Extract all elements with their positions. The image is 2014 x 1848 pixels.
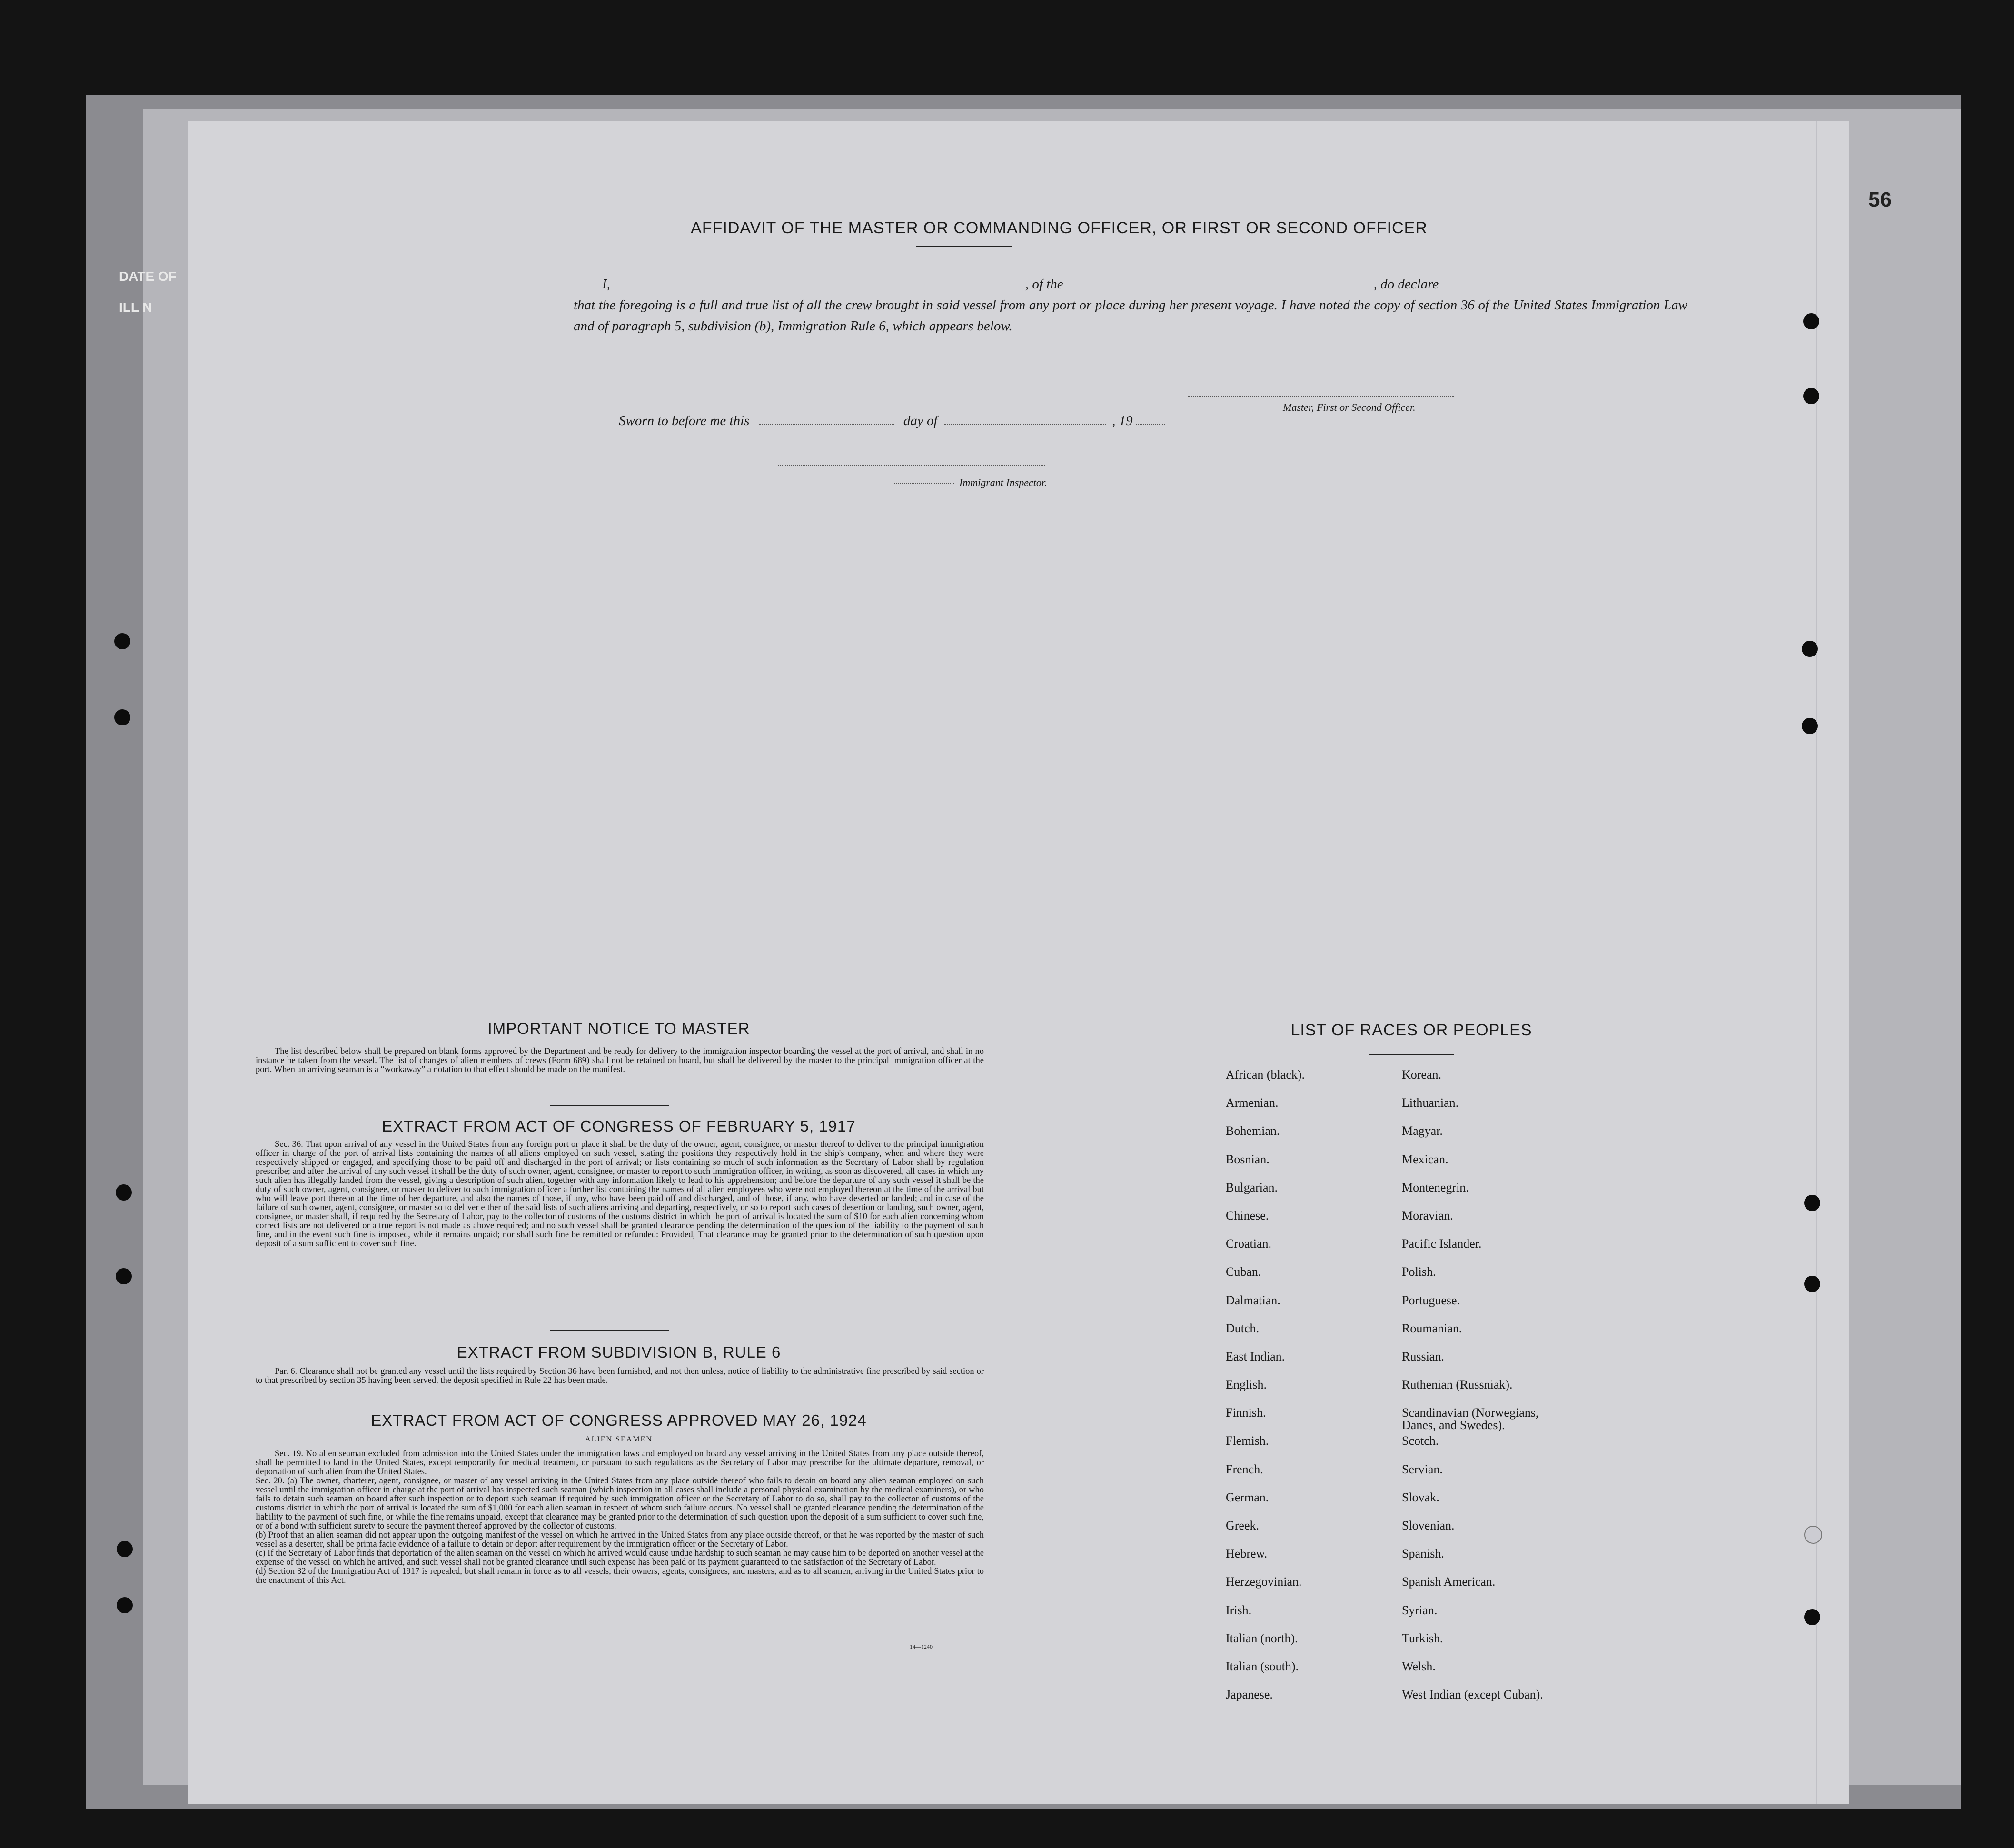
title-underline [916,246,1012,247]
race-item: Portuguese. [1402,1293,1460,1307]
extract-1917-title: EXTRACT FROM ACT OF CONGRESS OF FEBRUARY 5, 1917 [382,1117,856,1135]
race-item: Korean. [1402,1068,1442,1082]
sworn-line [619,413,1165,429]
race-item: Cuban. [1226,1265,1261,1279]
stamp-line-1: DATE OF [119,269,177,284]
race-item: German. [1226,1490,1269,1504]
races-underline [1369,1054,1454,1055]
subdivision-title: EXTRACT FROM SUBDIVISION B, RULE 6 [456,1343,781,1361]
alien-seamen-subtitle: ALIEN SEAMEN [585,1435,653,1443]
race-item: Mexican. [1402,1152,1448,1166]
race-item: Spanish American. [1402,1575,1496,1589]
race-item: Greek. [1226,1519,1260,1532]
inspector-signature-field[interactable] [778,465,1045,466]
declarant-label: I, [602,277,610,292]
binder-hole [1804,1195,1820,1211]
sworn-year-field[interactable] [1136,413,1165,425]
race-item: Bohemian. [1226,1124,1280,1138]
race-item: Japanese. [1226,1688,1273,1702]
extract-1924-title: EXTRACT FROM ACT OF CONGRESS APPROVED MAY 26, 1924 [371,1411,867,1429]
binder-hole [1804,1276,1820,1292]
race-item: Chinese. [1226,1208,1269,1222]
binder-hole [1802,718,1818,734]
sworn-label: Sworn to before me this [619,413,750,428]
extract-1924-text: Sec. 19. No alien seaman excluded from admission into the United States under the immigration laws and employed on board any vessel arriving in the United States from any place outside thereof, shall be permitted to land in the United States, except temporarily for medical treatment, or pursuant to such regulations as the Secretary of Labor may prescribe for the ultimate departure, removal, or deportation of such alien from the United States. Sec. 20. (a) The owner, charterer, agent, consignee, or master of any vessel arriving in the United States from any place outside thereof who fails to detain on board any alien seaman employed on such vessel until the immigration officer in charge at the port of arrival has inspected such seaman (which inspection in all cases shall include a personal physical examination by the medical examiners), or who fails to detain such seaman on board after such inspection or to deport such seaman if required by such immigration officer or the Secretary of Labor to do so, shall pay to the collector of customs of the customs district in which the port of arrival is located the sum of $1,000 for each alien seaman in respect of whom such failure occurs. No vessel shall be granted clearance pending the determination of the liability to the payment of such fine, or while the fine remains unpaid, except that clearance may be granted prior to the determination of such question upon the deposit of a sum sufficient to cover such fine, or of a bond with sufficient surety to secure the payment thereof approved by the collector of customs. (b) Proof that an alien seaman did not appear upon the outgoing manifest of the vessel on which he arrived in the United States from any place outside thereof, or that he was reported by the master of such vessel as a deserter, shall be prima facie evidence of a failure to detain or deport after requirement by the immigration officer or the Secretary of Labor. (c) If the Secretary of Labor finds that deportation of the alien seaman on the vessel on which he arrived would cause undue hardship to such seaman he may cause him to be deported on another vessel at the expense of the vessel on which he arrived, and such vessel shall not be granted clearance until such expense has been paid or its payment guaranteed to the satisfaction of the Secretary of Labor. (d) Section 32 of the Immigration Act of 1917 is repealed, but shall remain in force as to all vessels, their owners, agents, consignees, and masters, and as to all seamen, arriving in the United States prior to the enactment of this Act. [256,1449,984,1585]
binder-hole [1803,388,1819,404]
sworn-day-label: day of [903,413,938,428]
race-item: Croatian. [1226,1237,1272,1251]
race-item: West Indian (except Cuban). [1402,1688,1543,1702]
race-item: Servian. [1402,1462,1443,1476]
races-title: LIST OF RACES OR PEOPLES [1290,1021,1532,1039]
race-item: English. [1226,1378,1267,1392]
race-item: French. [1226,1462,1263,1476]
race-item: Ruthenian (Russniak). [1402,1378,1513,1392]
race-item: Moravian. [1402,1208,1453,1222]
race-item: Flemish. [1226,1434,1269,1448]
race-item: Italian (north). [1226,1631,1298,1645]
binder-hole [114,633,130,649]
race-item: Polish. [1402,1265,1436,1279]
race-item: Montenegrin. [1402,1180,1469,1194]
race-item: Slovak. [1402,1490,1439,1504]
race-item: Turkish. [1402,1631,1443,1645]
stamp-line-2: ILL N [119,300,152,315]
affidavit-declaration [574,274,1687,337]
vessel-name-field[interactable] [1069,276,1374,288]
races-left-column [1226,1069,1305,1717]
race-item: Russian. [1402,1349,1444,1363]
race-item: Pacific Islander. [1402,1237,1482,1251]
race-item: Magyar. [1402,1124,1443,1138]
binder-hole [116,1184,132,1201]
race-item: Hebrew. [1226,1547,1268,1561]
sworn-month-field[interactable] [944,413,1106,425]
binder-hole [1803,313,1819,329]
race-item: Syrian. [1402,1603,1438,1617]
affidavit-body: that the foregoing is a full and true list of all the crew brought in said vessel from any port or place during her present voyage. I have noted the copy of section 36 of the United States Immigration Law and of paragraph 5, subdivision (b), Immigration Rule 6, which appears below. [574,298,1687,334]
race-item: African (black). [1226,1068,1305,1082]
race-item: Bosnian. [1226,1152,1270,1166]
race-item: Scandinavian (Norwegians, Danes, and Swedes). [1402,1406,1539,1432]
binder-hole [116,1268,132,1284]
race-item: East Indian. [1226,1349,1285,1363]
divider-2 [550,1330,669,1331]
race-item: Spanish. [1402,1547,1444,1561]
race-item: Slovenian. [1402,1519,1455,1532]
binder-hole [1804,1609,1820,1625]
binder-hole [1802,641,1818,657]
inspector-signature-lead [893,483,954,484]
master-signature-label: Master, First or Second Officer. [1283,401,1416,413]
affidavit-title: AFFIDAVIT OF THE MASTER OR COMMANDING OFFICER, OR FIRST OR SECOND OFFICER [691,219,1428,237]
vessel-label: , of the [1025,277,1063,292]
page-number: 56 [1868,188,1892,211]
sworn-day-field[interactable] [759,413,894,425]
document-page [188,121,1849,1804]
race-item: Bulgarian. [1226,1180,1278,1194]
margin-line [1816,121,1817,1804]
binder-hole [117,1541,133,1557]
binder-hole [1804,1526,1822,1544]
divider-1 [550,1105,669,1106]
race-item: Herzegovinian. [1226,1575,1302,1589]
race-item: Italian (south). [1226,1659,1299,1673]
notice-text: The list described below shall be prepared on blank forms approved by the Department and be ready for delivery to the immigration inspector boarding the vessel at the port of arrival, and shall in no instance be taken from the vessel. The list of changes of alien members of crews (Form 689) shall not be retained on board, but shall be delivered by the master to the principal immigration officer at the port. When an arriving seaman is a “workaway” a notation to that effect should be made on the manifest. [256,1047,984,1074]
declarant-name-field[interactable] [616,276,1025,288]
race-item: Armenian. [1226,1096,1279,1110]
notice-title: IMPORTANT NOTICE TO MASTER [487,1020,750,1037]
binder-hole [114,709,130,725]
inspector-label: Immigrant Inspector. [959,477,1047,488]
sworn-year-label: , 19 [1112,413,1133,428]
race-item: Finnish. [1226,1406,1266,1420]
race-item: Welsh. [1402,1659,1436,1673]
form-number: 14—1240 [910,1643,933,1650]
race-item: Scotch. [1402,1434,1439,1448]
races-right-column [1402,1069,1543,1717]
subdivision-text: Par. 6. Clearance shall not be granted any vessel until the lists required by Section 36 have been furnished, and not then unless, notice of liability to the administrative fine prescribed by said section or to that prescribed by section 35 having been served, the deposit specified in Rule 22 has been made. [256,1367,984,1385]
declare-label: , do declare [1373,277,1439,292]
race-item: Dalmatian. [1226,1293,1280,1307]
race-item: Lithuanian. [1402,1096,1459,1110]
race-item: Dutch. [1226,1321,1260,1335]
binder-hole [117,1597,133,1613]
extract-1917-text: Sec. 36. That upon arrival of any vessel in the United States from any foreign port or place it shall be the duty of the owner, agent, consignee, or master thereof to deliver to the principal immigration officer in charge of the port of arrival lists containing the names of all aliens employed on such vessel, stating the positions they respectively hold in the ship's company, when and where they were respectively shipped or engaged, and specifying those to be paid off and discharged in the port of arrival; or lists containing so much of such information as the Secretary of Labor shall by regulation prescribe; and after the arrival of any such vessel it shall be the duty of such owner, agent, consignee, or master to report to such immigration officer, in writing, as soon as discovered, all cases in which any such alien has illegally landed from the vessel, giving a description of such alien, together with any information likely to lead to his apprehension; and before the departure of any such vessel it shall be the duty of such owner, agent, consignee, or master to deliver to such immigration officer a further list containing the names of all alien employees who were not employed thereon at the time of the arrival but who will leave port thereon at the time of her departure, and also the names of those, if any, who have been paid off and discharged, and of those, if any, who have deserted or landed; and in case of the failure of such owner, agent, consignee, or master so to deliver either of the said lists of such aliens arriving and departing, respectively, or so to report such cases of desertion or landing, such owner, agent, consignee, or master shall, if required by the Secretary of Labor, pay to the collector of customs of the customs district in which the port of arrival is located the sum of $10 for each alien concerning whom correct lists are not delivered or a true report is not made as above required; and no such vessel shall be granted clearance pending the determination of the question of the liability to the payment of such fine, and in the event such fine is imposed, while it remains unpaid; nor shall such fine be remitted or refunded: Provided, That clearance may be granted prior to the determination of such question upon deposit of a sum sufficient to cover such fine. [256,1140,984,1249]
master-signature-field[interactable] [1188,396,1454,397]
race-item: Roumanian. [1402,1321,1462,1335]
race-item: Irish. [1226,1603,1252,1617]
